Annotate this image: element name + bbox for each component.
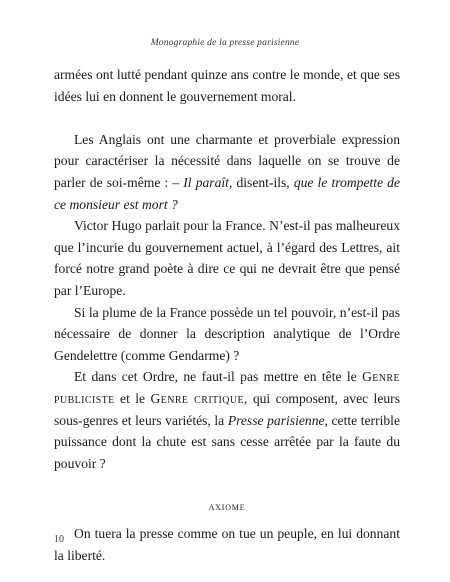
- paragraph-ordre-text-3: , qui composent, avec leurs sous-genres et leurs variétés, la: [54, 390, 400, 428]
- italic-il-parait: Il paraît: [183, 174, 229, 190]
- paragraph-ordre: [54, 366, 400, 474]
- paragraph-ordre-text-4: , cette terrible puissance dont la chute est sans cesse arrêtée par la faute du pouvoir ?: [54, 412, 400, 471]
- paragraph-anglais-text: Les Anglais ont une charmante et proverbiale expression pour caractériser la nécessité dans laquelle on se trouve de parler de soi-même : –: [54, 131, 400, 190]
- section-gap: [54, 474, 400, 496]
- paragraph-axiome: On tuera la presse comme on tue un peuple, en lui donnant la liberté.: [54, 526, 400, 564]
- body-text: [54, 64, 400, 567]
- paragraph-continuation: armées ont lutté pendant quinze ans contre le monde, et que ses idées lui en donnent le gouvernement moral.: [54, 67, 400, 104]
- running-header: Monographie de la presse parisienne: [150, 38, 300, 48]
- paragraph-anglais: [54, 129, 400, 215]
- italic-presse-parisienne: Presse parisienne: [227, 412, 325, 428]
- page-number: 10: [54, 534, 64, 545]
- paragraph-victor-hugo: Victor Hugo parlait pour la France. N’est-il pas malheureux que l’incurie du gouvernement actuel, à l’égard des Lettres, ait forcé notre grand poète à dire ce qui ne devrait être que pensé par l’Europe.: [54, 218, 400, 298]
- paragraph-anglais-text-2: , disent-ils,: [228, 174, 294, 190]
- smallcaps-genre-publiciste: Genre publiciste: [54, 369, 400, 406]
- paragraph-gap: [54, 107, 400, 129]
- paragraph-ordre-text: Et dans cet Ordre, ne faut-il pas mettre en tête le: [74, 369, 363, 385]
- paragraph-plume: Si la plume de la France possède un tel pouvoir, n’est-il pas nécessaire de donner la description analytique de l’Ordre Gendelettre (comme Gendarme) ?: [54, 304, 400, 363]
- smallcaps-genre-critique: Genre critique: [150, 390, 245, 406]
- italic-trompette: que le trompette de ce monsieur est mort ?: [54, 174, 401, 212]
- section-title: axiome: [208, 498, 246, 513]
- paragraph-ordre-text-2: et le: [114, 390, 151, 406]
